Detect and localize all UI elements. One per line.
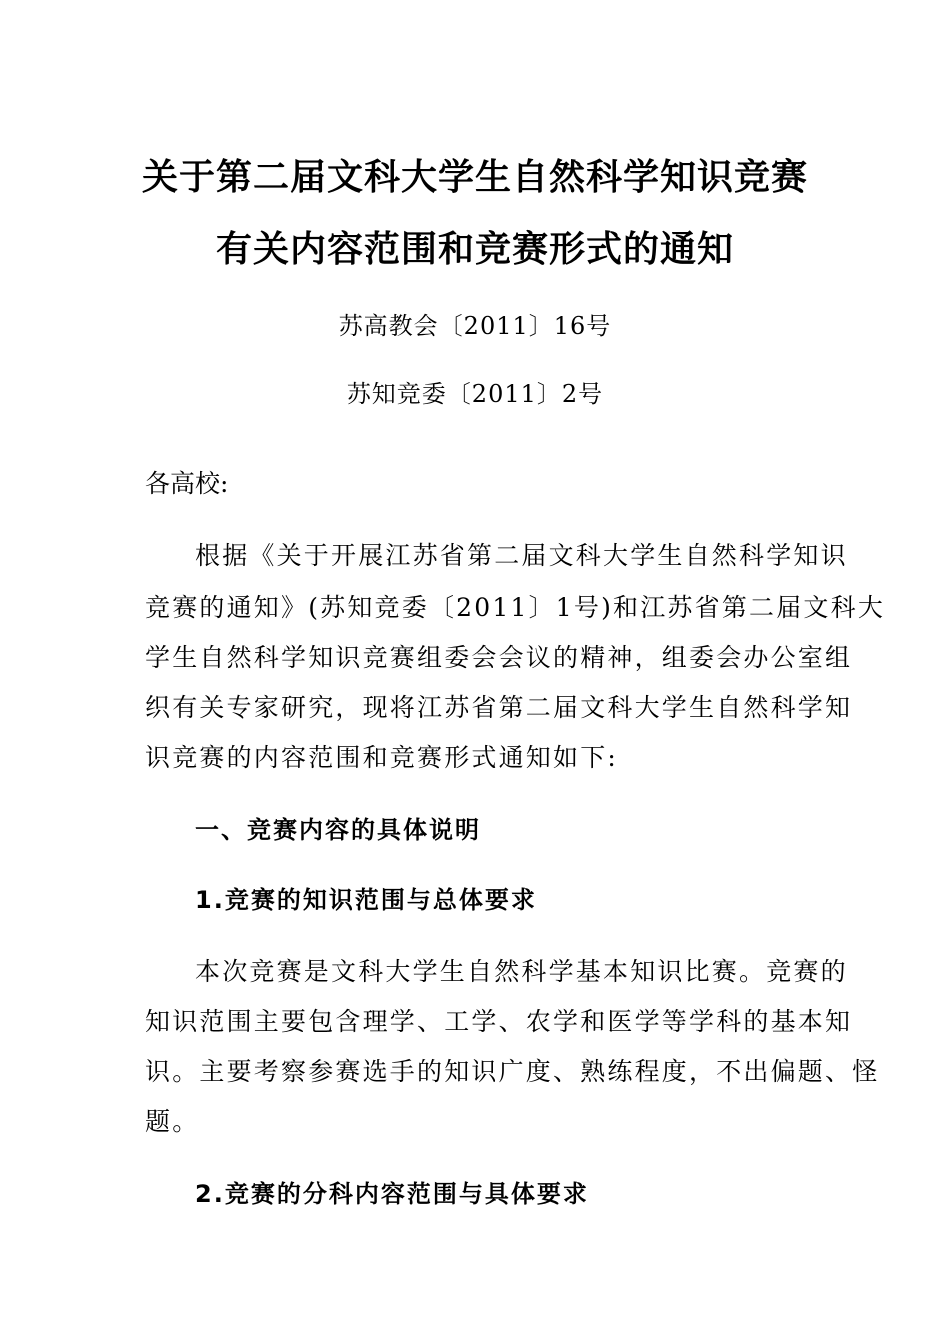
- paragraph-line: 根据《关于开展江苏省第二届文科大学生自然科学知识: [195, 541, 848, 570]
- document-title-line-2: 有关内容范围和竞赛形式的通知: [215, 229, 734, 270]
- salutation: 各高校:: [145, 469, 229, 498]
- document-number-1: 苏高教会〔2011〕16号: [338, 312, 612, 340]
- paragraph-line: 识。主要考察参赛选手的知识广度、熟练程度，不出偏题、怪: [145, 1057, 880, 1086]
- paragraph-line: 知识范围主要包含理学、工学、农学和医学等学科的基本知: [145, 1007, 853, 1036]
- paragraph-line: 题。: [145, 1107, 200, 1136]
- paragraph-line: 竞赛的通知》(苏知竞委〔2011〕1号)和江苏省第二届文科大: [145, 593, 886, 622]
- paragraph-line: 识竞赛的内容范围和竞赛形式通知如下:: [145, 743, 619, 772]
- subsection-heading: 1.竞赛的知识范围与总体要求: [195, 886, 537, 914]
- subsection-heading: 2.竞赛的分科内容范围与具体要求: [195, 1180, 589, 1208]
- document-number-2: 苏知竞委〔2011〕2号: [346, 380, 604, 408]
- paragraph-line: 学生自然科学知识竞赛组委会会议的精神，组委会办公室组: [145, 643, 853, 672]
- document-title-line-1: 关于第二届文科大学生自然科学知识竞赛: [141, 157, 808, 198]
- paragraph-line: 本次竞赛是文科大学生自然科学基本知识比赛。竞赛的: [195, 957, 848, 986]
- section-heading: 一、竞赛内容的具体说明: [195, 816, 481, 844]
- paragraph-line: 织有关专家研究，现将江苏省第二届文科大学生自然科学知: [145, 693, 853, 722]
